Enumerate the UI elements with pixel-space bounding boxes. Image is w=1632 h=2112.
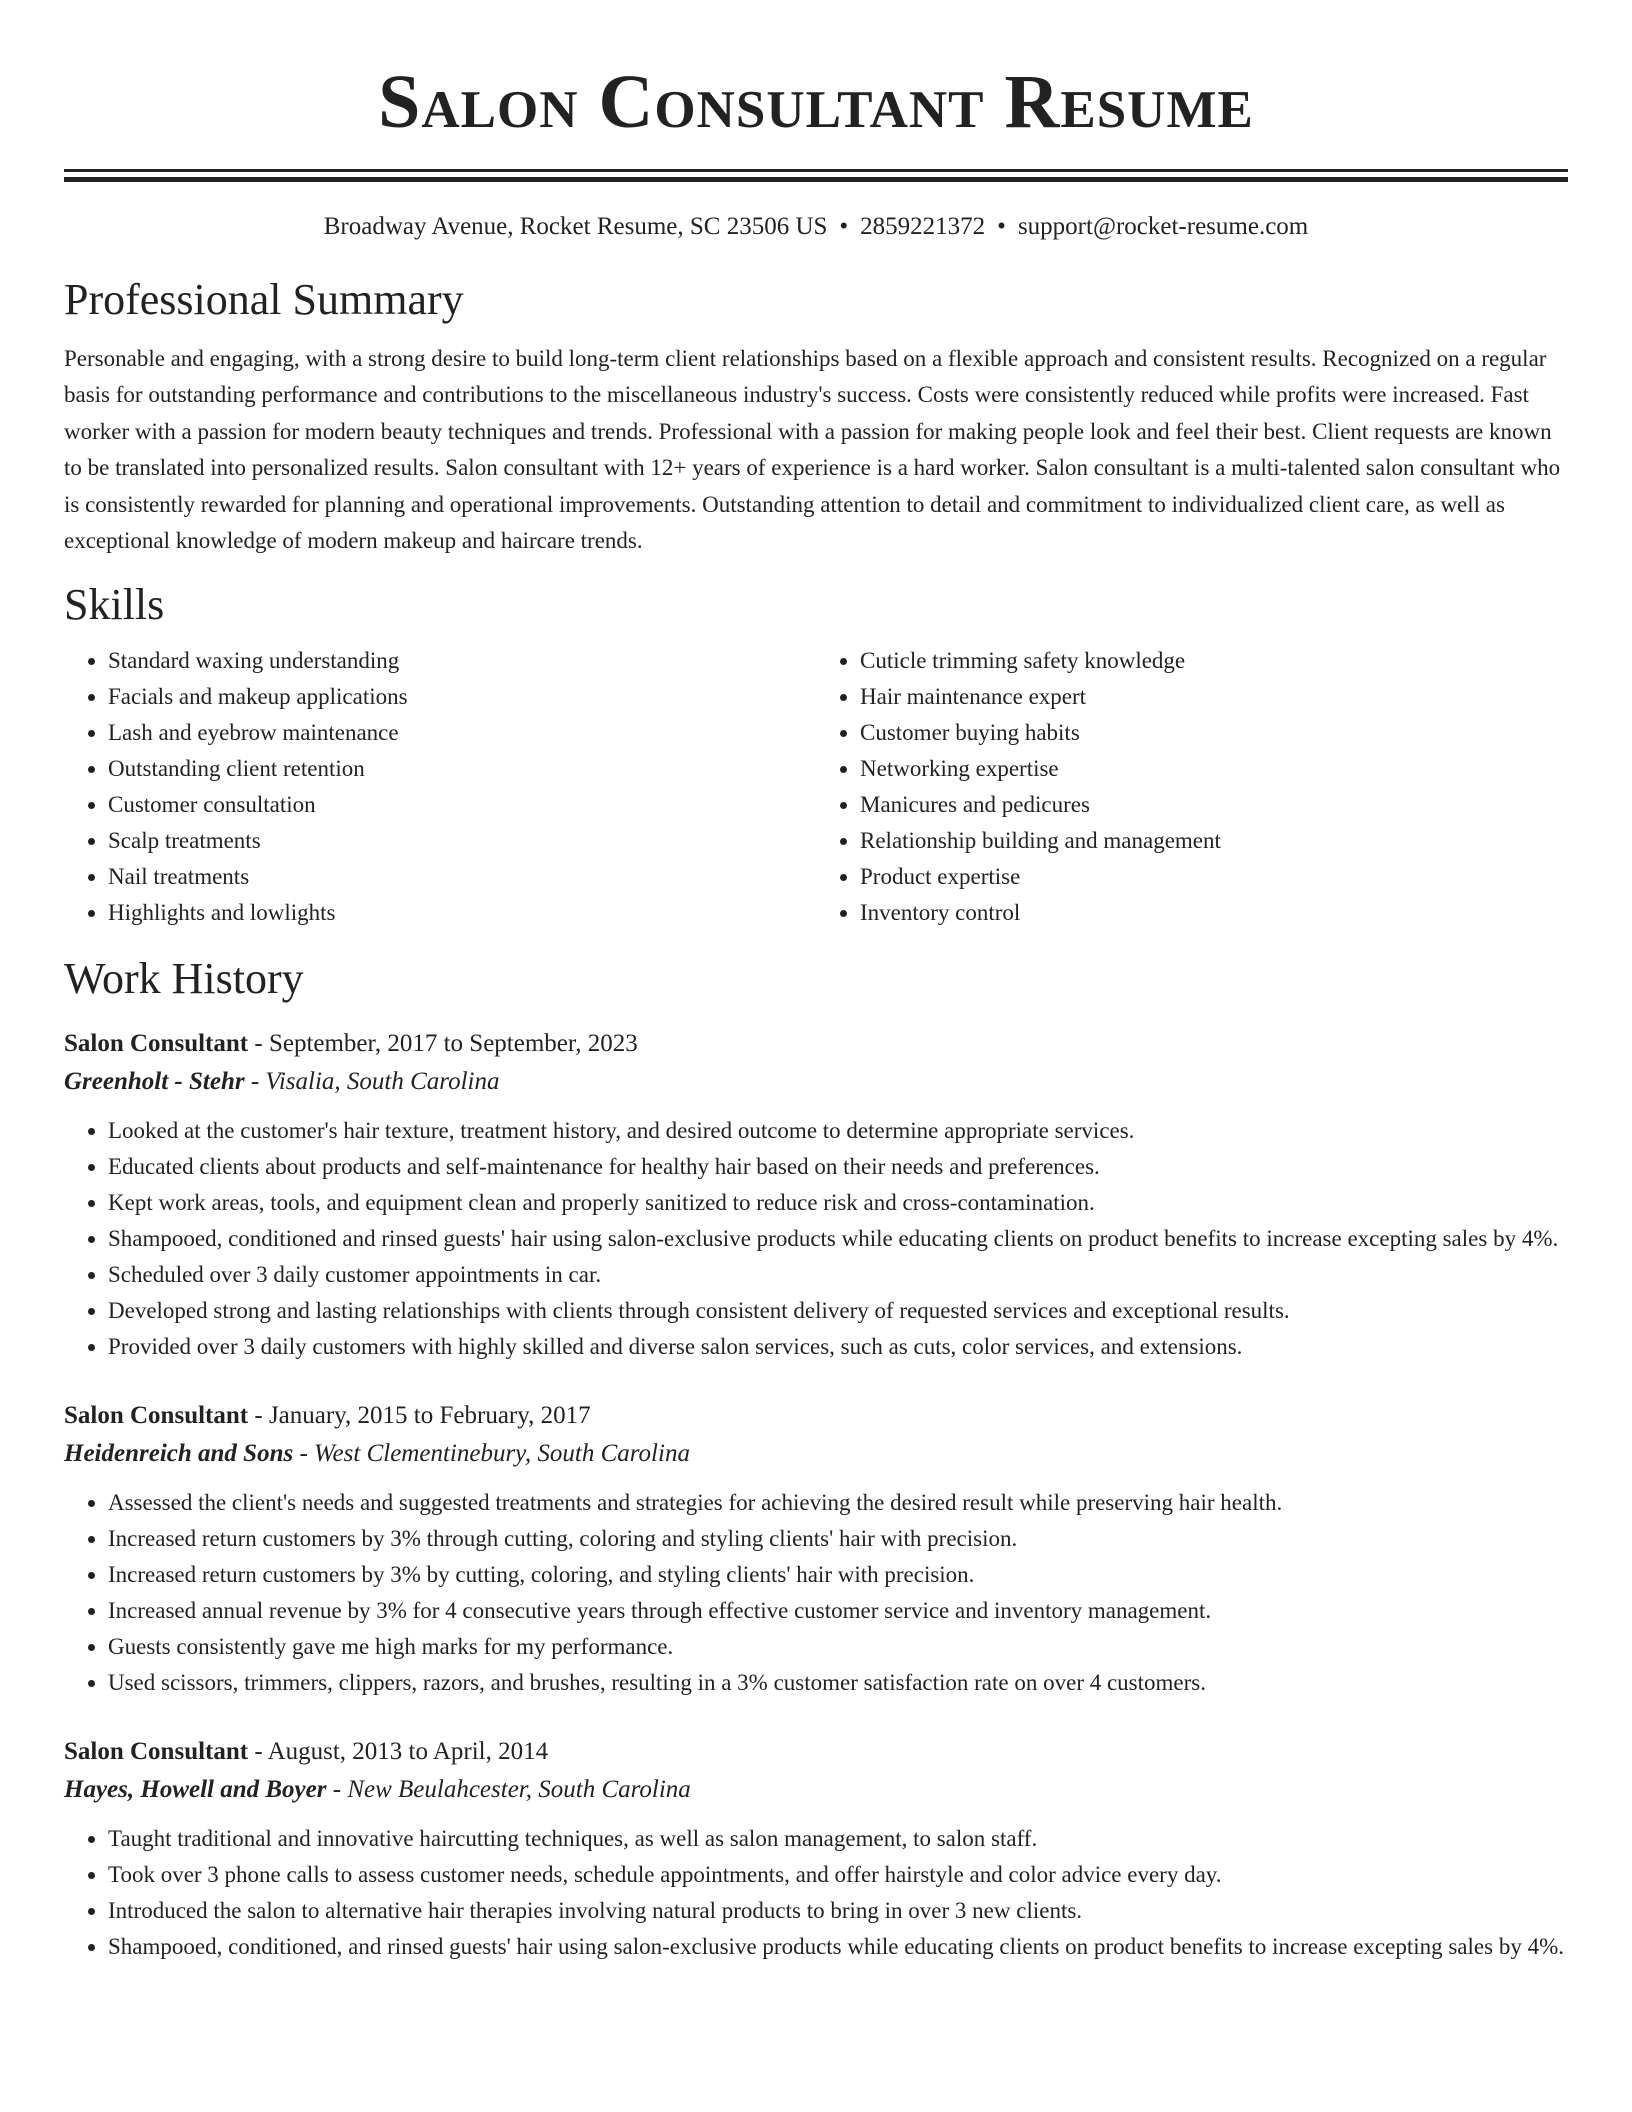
skill-item: • Customer consultation — [108, 787, 816, 823]
job-dates: September, 2017 to September, 2023 — [268, 1030, 638, 1058]
job-company: Heidenreich and Sons — [64, 1440, 294, 1468]
job-bullet: • Scheduled over 3 daily customer appointments in car. — [108, 1257, 1568, 1293]
job-bullet: • Developed strong and lasting relationships with clients through consistent delivery of requested services and exceptional results. — [108, 1293, 1568, 1329]
job-company: Hayes, Howell and Boyer — [64, 1776, 327, 1804]
job-bullet: • Used scissors, trimmers, clippers, razors, and brushes, resulting in a 3% customer satisfaction rate on over 4 customers. — [108, 1665, 1568, 1701]
job-dash: - — [248, 1738, 268, 1766]
job-title: Salon Consultant — [64, 1402, 249, 1430]
skill-item: • Nail treatments — [108, 859, 816, 895]
contact-address: Broadway Avenue, Rocket Resume, SC 23506 US — [323, 213, 828, 240]
job-bullet: • Kept work areas, tools, and equipment clean and properly sanitized to reduce risk and cross-contamination. — [108, 1185, 1568, 1221]
job-dash: - — [248, 1402, 269, 1430]
skills-list-left — [64, 643, 816, 931]
job-bullet: • Educated clients about products and self-maintenance for healthy hair based on their needs and preferences. — [108, 1149, 1568, 1185]
section-heading-summary: Professional Summary — [64, 275, 464, 324]
job-dash: - — [326, 1776, 348, 1804]
job-bullets — [64, 1821, 1568, 1965]
job-bullet: • Took over 3 phone calls to assess customer needs, schedule appointments, and offer hairstyle and color advice every day. — [108, 1857, 1568, 1893]
work-history-section — [64, 953, 1568, 1965]
skill-item: • Customer buying habits — [860, 715, 1568, 751]
skills-list-right — [816, 643, 1568, 931]
contact-separator: • — [839, 213, 849, 240]
job-entry — [64, 1025, 1568, 1365]
job-dash: - — [293, 1440, 315, 1468]
job-company-line — [64, 1435, 1568, 1473]
skill-item: • Scalp treatments — [108, 823, 816, 859]
job-bullet: • Increased annual revenue by 3% for 4 consecutive years through effective customer service and inventory management. — [108, 1593, 1568, 1629]
skill-item: • Product expertise — [860, 859, 1568, 895]
job-company-line — [64, 1771, 1568, 1809]
job-dates: January, 2015 to February, 2017 — [268, 1402, 591, 1430]
job-bullet: • Increased return customers by 3% by cutting, coloring, and styling clients' hair with precision. — [108, 1557, 1568, 1593]
skill-item: • Relationship building and management — [860, 823, 1568, 859]
job-dash: - — [248, 1030, 269, 1058]
summary-text: Personable and engaging, with a strong desire to build long-term client relationships based on a flexible approach and consistent results. Recognized on a regular basis for outstanding performance and contributions to the miscellaneous industry's success. Costs were consistently reduced while profits were increased. Fast worker with a passion for modern beauty techniques and trends. Professional with a passion for making people look and feel their best. Client requests are known to be translated into personalized results. Salon consultant with 12+ years of experience is a hard worker. Salon consultant is a multi-talented salon consultant who is consistently rewarded for planning and operational improvements. Outstanding attention to detail and commitment to individualized client care, as well as exceptional knowledge of modern makeup and haircare trends. — [64, 346, 1561, 554]
professional-summary-section — [64, 274, 1568, 559]
section-heading-skills: Skills — [64, 580, 165, 630]
skill-item: • Highlights and lowlights — [108, 895, 816, 931]
title-divider — [64, 169, 1568, 182]
skill-item: • Lash and eyebrow maintenance — [108, 715, 816, 751]
job-company: Greenholt - Stehr — [64, 1068, 245, 1096]
job-bullet: • Shampooed, conditioned and rinsed guests' hair using salon-exclusive products while educating clients on product benefits to increase excepting sales by 4%. — [108, 1221, 1568, 1257]
job-bullet: • Increased return customers by 3% through cutting, coloring and styling clients' hair with precision. — [108, 1521, 1568, 1557]
job-title-line — [64, 1733, 1568, 1771]
skill-item: • Outstanding client retention — [108, 751, 816, 787]
job-bullet: • Introduced the salon to alternative hair therapies involving natural products to bring in over 3 new clients. — [108, 1893, 1568, 1929]
resume-title: Salon Consultant Resume — [378, 60, 1254, 144]
job-bullet: • Looked at the customer's hair texture, treatment history, and desired outcome to determine appropriate services. — [108, 1113, 1568, 1149]
job-title-line — [64, 1025, 1568, 1063]
job-entry — [64, 1397, 1568, 1701]
job-bullet: • Guests consistently gave me high marks for my performance. — [108, 1629, 1568, 1665]
job-company-line — [64, 1063, 1568, 1101]
job-location: Visalia, South Carolina — [265, 1068, 500, 1096]
job-dash: - — [244, 1068, 266, 1096]
job-bullets — [64, 1485, 1568, 1701]
skill-item: • Cuticle trimming safety knowledge — [860, 643, 1568, 679]
job-location: West Clementinebury, South Carolina — [314, 1440, 690, 1468]
job-title: Salon Consultant — [64, 1030, 249, 1058]
skill-item: • Standard waxing understanding — [108, 643, 816, 679]
skills-section — [64, 579, 1568, 931]
skill-item: • Facials and makeup applications — [108, 679, 816, 715]
skill-item: • Manicures and pedicures — [860, 787, 1568, 823]
job-title: Salon Consultant — [64, 1738, 249, 1766]
job-bullet: • Shampooed, conditioned, and rinsed guests' hair using salon-exclusive products while educating clients on product benefits to increase excepting sales by 4%. — [108, 1929, 1568, 1965]
skills-columns — [64, 643, 1568, 931]
skill-item: • Hair maintenance expert — [860, 679, 1568, 715]
job-bullet: • Provided over 3 daily customers with highly skilled and diverse salon services, such as cuts, color services, and extensions. — [108, 1329, 1568, 1365]
job-dates: August, 2013 to April, 2014 — [267, 1738, 549, 1766]
contact-phone: 2859221372 — [860, 213, 986, 240]
job-bullets — [64, 1113, 1568, 1365]
job-bullet: • Assessed the client's needs and suggested treatments and strategies for achieving the desired result while preserving hair health. — [108, 1485, 1568, 1521]
contact-separator: • — [997, 213, 1006, 240]
contact-line — [64, 210, 1568, 244]
contact-email: support@rocket-resume.com — [1017, 213, 1309, 240]
job-bullet: • Taught traditional and innovative haircutting techniques, as well as salon management, to salon staff. — [108, 1821, 1568, 1857]
skill-item: • Networking expertise — [860, 751, 1568, 787]
skill-item: • Inventory control — [860, 895, 1568, 931]
section-heading-work-history: Work History — [64, 954, 304, 1004]
job-title-line — [64, 1397, 1568, 1435]
job-entry — [64, 1733, 1568, 1965]
job-location: New Beulahcester, South Carolina — [347, 1776, 691, 1804]
